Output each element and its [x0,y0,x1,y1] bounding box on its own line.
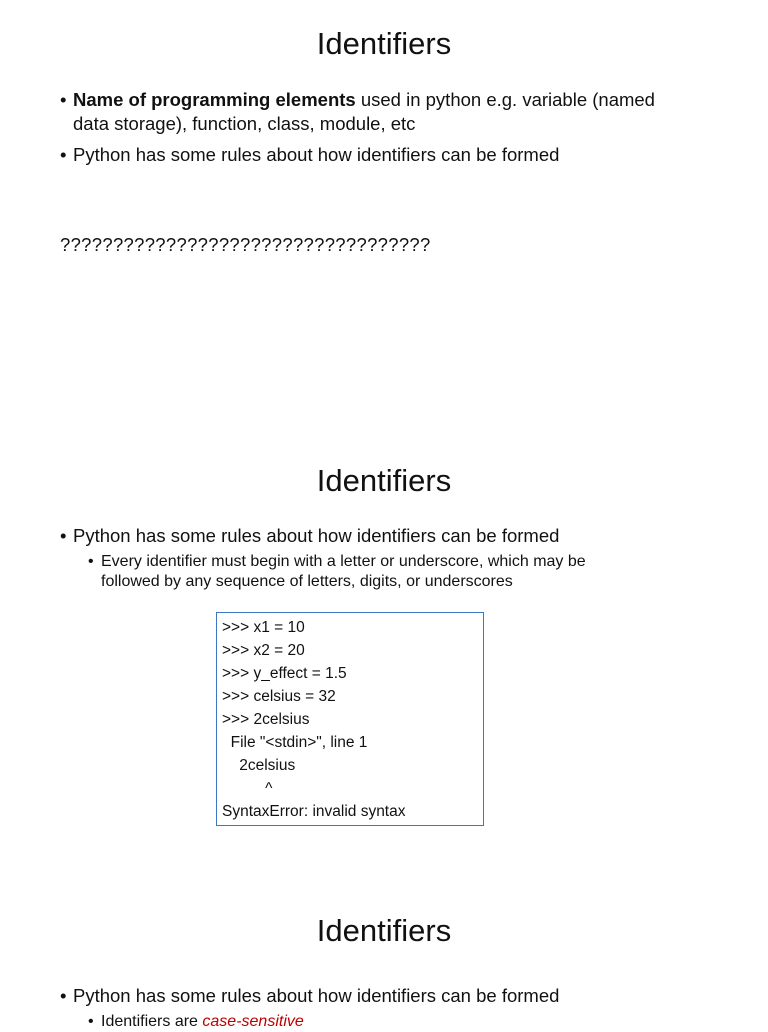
code-line: ^ [222,780,273,797]
slide-3-sub-bullet [88,1012,738,1032]
code-example-box [216,612,484,826]
slide-2-title: Identifiers [316,463,452,498]
slide-1-bullet-2 [60,143,750,167]
bullet-dot-icon: • [60,89,67,110]
bullet-text-line-1: used in python e.g. variable (named [355,89,655,110]
code-line: >>> 2celsius [222,711,310,728]
slide-1-bullet-1 [60,88,750,136]
slide-1-title: Identifiers [316,26,452,61]
bullet-text-line-2: data storage), function, class, module, etc [73,113,416,134]
bold-term: Name of programming elements [73,89,356,110]
bullet-text: Python has some rules about how identifiers can be formed [73,985,560,1006]
slide-3-title: Identifiers [316,913,452,948]
code-line: >>> y_effect = 1.5 [222,665,347,682]
slide-2-bullet [60,524,750,548]
sub-bullet-line-2: followed by any sequence of letters, digits, or underscores [101,573,513,590]
bullet-dot-icon: • [60,985,67,1006]
code-line: >>> x2 = 20 [222,642,305,659]
slide-3-bullet [60,984,750,1008]
bullet-dot-icon: • [60,144,67,165]
bullet-text: Python has some rules about how identifiers can be formed [73,144,560,165]
code-line: >>> celsius = 32 [222,688,336,705]
sub-bullet-line-1: Every identifier must begin with a letter or underscore, which may be [101,553,586,570]
bullet-dot-icon: • [60,525,67,546]
code-line: 2celsius [222,757,296,774]
bullet-dot-icon: • [88,553,94,570]
code-line: >>> x1 = 10 [222,619,305,636]
code-line: File "<stdin>", line 1 [222,734,368,751]
case-sensitive-emphasis: case-sensitive [202,1013,304,1030]
bullet-dot-icon: • [88,1013,94,1030]
code-line: SyntaxError: invalid syntax [222,803,406,820]
placeholder-text: ??????????????????????????????????? [60,234,431,255]
slide-2-sub-bullet [88,552,738,592]
bullet-text: Python has some rules about how identifiers can be formed [73,525,560,546]
sub-bullet-prefix: Identifiers are [101,1013,203,1030]
